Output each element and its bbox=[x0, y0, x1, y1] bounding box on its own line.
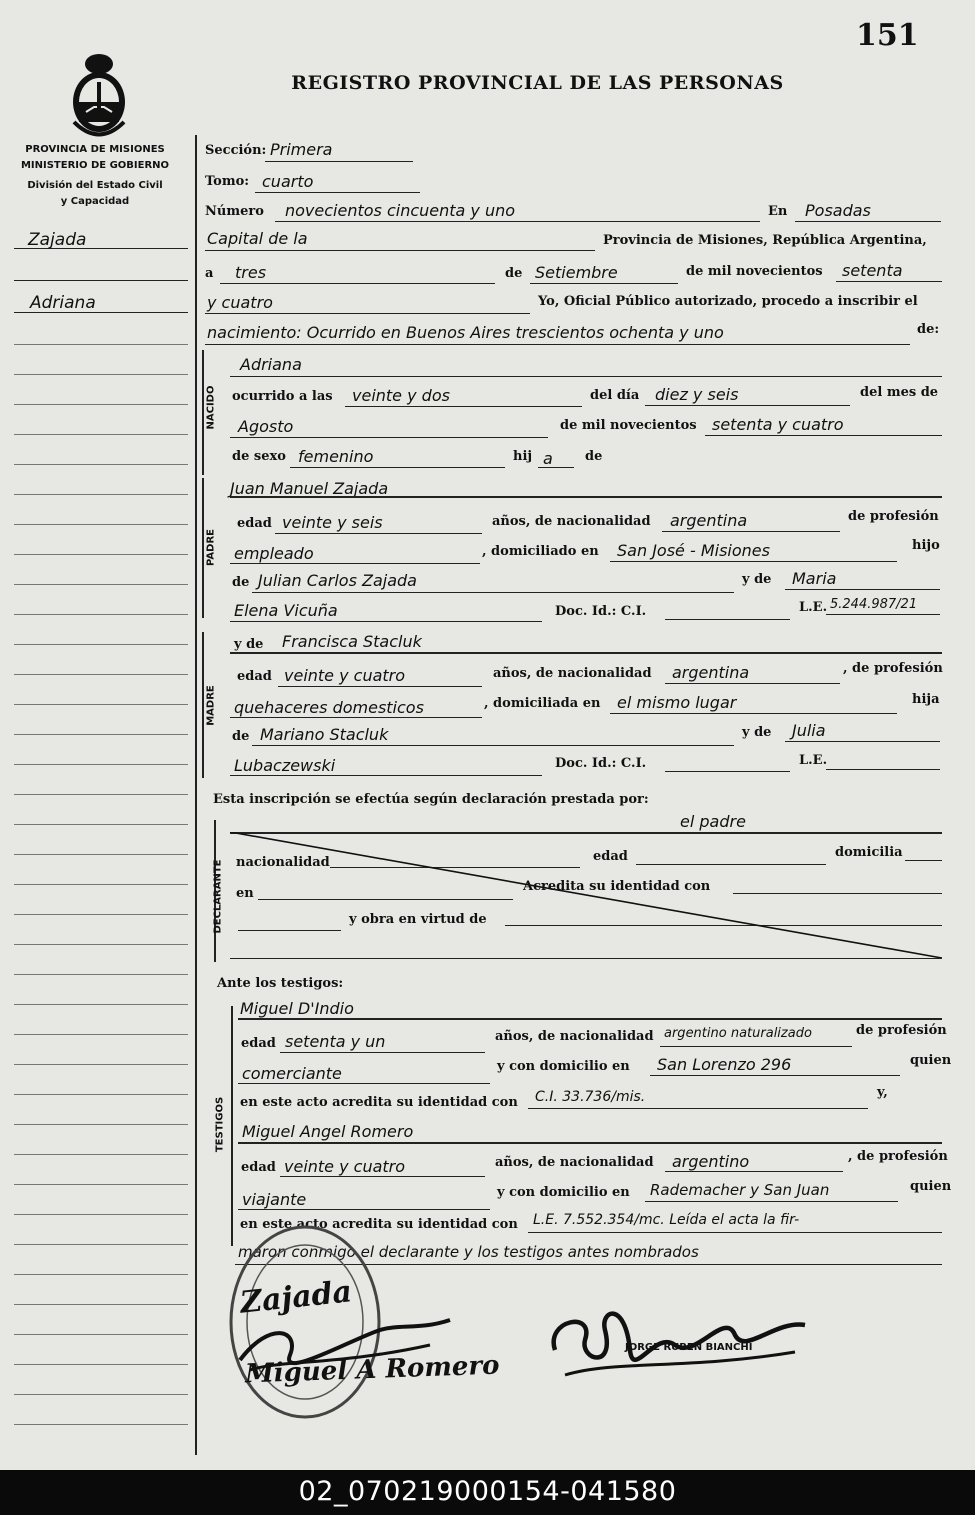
padre-madre-de-value: Maria bbox=[792, 569, 837, 588]
madre-bracket bbox=[202, 632, 204, 778]
w2-profesion-value: viajante bbox=[242, 1190, 307, 1209]
padre-le-label: L.E. bbox=[799, 600, 828, 615]
madre-madre-de-value: Julia bbox=[792, 721, 826, 740]
w2-quien-label: quien bbox=[910, 1179, 952, 1194]
madre-edad-value: veinte y cuatro bbox=[284, 666, 406, 685]
de-label: de bbox=[505, 266, 523, 281]
ocurrido-label: ocurrido a las bbox=[232, 389, 333, 404]
declarante-en-label: en bbox=[236, 886, 254, 901]
de-colon: de: bbox=[917, 322, 940, 337]
declarante-value: el padre bbox=[680, 812, 746, 831]
de-mil-label-2: de mil novecientos bbox=[560, 418, 697, 433]
padre-y-de-label: y de bbox=[742, 572, 772, 587]
padre-padre-de-value: Julian Carlos Zajada bbox=[258, 571, 417, 590]
page-number: 151 bbox=[856, 18, 919, 53]
w2-acredita-value: L.E. 7.552.354/mc. Leída el acta la fir- bbox=[533, 1212, 800, 1228]
hij-value: a bbox=[543, 449, 553, 468]
w1-anios-label: años, de nacionalidad bbox=[495, 1029, 654, 1044]
hora-value: veinte y dos bbox=[352, 386, 450, 405]
padre-le-value: 5.244.987/21 bbox=[830, 597, 918, 612]
padre-label: PADRE bbox=[205, 529, 217, 566]
declarante-nacionalidad-label: nacionalidad bbox=[236, 855, 330, 870]
w2-name: Miguel Angel Romero bbox=[242, 1122, 414, 1141]
numero-label: Número bbox=[205, 204, 264, 219]
madre-madre-de-value-2: Lubaczewski bbox=[234, 756, 336, 775]
capital-value: Capital de la bbox=[207, 229, 308, 248]
scan-footer bbox=[0, 1470, 975, 1515]
padre-edad-label: edad bbox=[237, 516, 272, 531]
declarante-intro: Esta inscripción se efectúa según declaración prestada por: bbox=[213, 792, 649, 807]
padre-hijo-label: hijo bbox=[912, 538, 940, 553]
declarante-edad-label: edad bbox=[593, 849, 628, 864]
signature-witness-2: Miguel A Romero bbox=[244, 1350, 500, 1390]
tomo-label: Tomo: bbox=[205, 174, 250, 189]
padre-madre-de-value-2: Elena Vicuña bbox=[234, 601, 338, 620]
issuer-division: División del Estado Civil bbox=[27, 180, 163, 191]
madre-hija-label: hija bbox=[912, 692, 940, 707]
madre-de-label: de bbox=[232, 729, 250, 744]
en-value: Posadas bbox=[805, 201, 871, 220]
padre-anios-label: años, de nacionalidad bbox=[492, 514, 651, 529]
oficial-text: Yo, Oficial Público autorizado, procedo a inscribir el bbox=[538, 294, 918, 309]
madre-profesion-value: quehaceres domesticos bbox=[234, 698, 424, 717]
testigos-intro: Ante los testigos: bbox=[217, 976, 344, 991]
w1-quien-label: quien bbox=[910, 1053, 952, 1068]
margin-surname: Zajada bbox=[28, 230, 87, 250]
issuer-province: PROVINCIA DE MISIONES bbox=[25, 144, 165, 155]
margin-given-name: Adriana bbox=[30, 293, 96, 313]
w2-domicilio-label: y con domicilio en bbox=[497, 1185, 630, 1200]
anio-value: setenta y cuatro bbox=[712, 415, 844, 434]
padre-domiciliado-label: , domiciliado en bbox=[482, 544, 599, 559]
padre-bracket bbox=[202, 478, 204, 618]
madre-domicilio-value: el mismo lugar bbox=[617, 693, 737, 712]
declarante-obra-label: y obra en virtud de bbox=[349, 912, 487, 927]
madre-y-de-label: y de bbox=[234, 637, 264, 652]
nacido-bracket bbox=[202, 350, 204, 475]
w1-domicilio-label: y con domicilio en bbox=[497, 1059, 630, 1074]
padre-profesion-value: empleado bbox=[234, 544, 314, 563]
year-value: setenta bbox=[842, 261, 903, 280]
signature-declarante: Zajada bbox=[238, 1274, 354, 1321]
margin-separator bbox=[195, 135, 197, 1455]
del-dia-label: del día bbox=[590, 388, 640, 403]
dia-value: diez y seis bbox=[655, 385, 739, 404]
a-label: a bbox=[205, 266, 214, 281]
declarante-strikeout bbox=[230, 832, 942, 958]
w1-edad-value: setenta y un bbox=[285, 1032, 386, 1051]
declarante-acredita-label: Acredita su identidad con bbox=[523, 879, 711, 894]
issuer-ministry: MINISTERIO DE GOBIERNO bbox=[20, 160, 170, 171]
de-mil-label: de mil novecientos bbox=[686, 264, 823, 279]
del-mes-label: del mes de bbox=[860, 385, 939, 400]
nacido-name: Adriana bbox=[240, 355, 302, 374]
madre-profesion-label: , de profesión bbox=[843, 661, 943, 676]
coat-of-arms-icon bbox=[66, 52, 132, 138]
madre-anios-label: años, de nacionalidad bbox=[493, 666, 652, 681]
sexo-label: de sexo bbox=[232, 449, 286, 464]
w1-profesion-value: comerciante bbox=[242, 1064, 342, 1083]
a-value: tres bbox=[235, 263, 267, 282]
nacido-label: NACIDO bbox=[205, 385, 217, 430]
madre-name: Francisca Stacluk bbox=[282, 632, 422, 651]
document-title: REGISTRO PROVINCIAL DE LAS PERSONAS bbox=[291, 72, 784, 94]
w2-edad-value: veinte y cuatro bbox=[284, 1157, 406, 1176]
madre-domiciliada-label: , domiciliada en bbox=[484, 696, 601, 711]
padre-de-label: de bbox=[232, 575, 250, 590]
w1-nacionalidad-value: argentino naturalizado bbox=[664, 1026, 812, 1041]
w2-nacionalidad-value: argentino bbox=[672, 1152, 750, 1171]
padre-domicilio-value: San José - Misiones bbox=[617, 541, 770, 560]
madre-y-de2-label: y de bbox=[742, 725, 772, 740]
w1-acredita-value: C.I. 33.736/mis. bbox=[535, 1089, 646, 1105]
hij-label: hij bbox=[513, 449, 533, 464]
madre-edad-label: edad bbox=[237, 669, 272, 684]
en-label: En bbox=[768, 204, 788, 219]
madre-le-label: L.E. bbox=[799, 753, 828, 768]
month-value: Setiembre bbox=[535, 263, 618, 282]
w1-profesion-label: de profesión bbox=[856, 1023, 947, 1038]
numero-value: novecientos cincuenta y uno bbox=[285, 201, 516, 220]
de-label-nacido: de bbox=[585, 449, 603, 464]
declarante-label: DECLARANTE bbox=[212, 859, 224, 934]
w2-edad-label: edad bbox=[241, 1160, 276, 1175]
w1-acredita-label: en este acto acredita su identidad con bbox=[240, 1095, 518, 1110]
w1-edad-label: edad bbox=[241, 1036, 276, 1051]
padre-doc-label: Doc. Id.: C.I. bbox=[555, 604, 647, 619]
madre-padre-de-value: Mariano Stacluk bbox=[260, 725, 389, 744]
w2-profesion-label: , de profesión bbox=[848, 1149, 948, 1164]
padre-name: Juan Manuel Zajada bbox=[230, 479, 389, 498]
testigos-bracket bbox=[231, 1006, 233, 1246]
w2-anios-label: años, de nacionalidad bbox=[495, 1155, 654, 1170]
closing-value: maron conmigo el declarante y los testigos antes nombrados bbox=[238, 1243, 699, 1261]
madre-doc-label: Doc. Id.: C.I. bbox=[555, 756, 647, 771]
madre-nacionalidad-value: argentina bbox=[672, 663, 750, 682]
year-value-2: y cuatro bbox=[207, 293, 273, 312]
declarante-domicilia-label: domicilia bbox=[835, 845, 903, 860]
sexo-value: femenino bbox=[298, 447, 374, 466]
inscribe-value: nacimiento: Ocurrido en Buenos Aires trescientos ochenta y uno bbox=[207, 323, 724, 342]
scan-id: 02_070219000154-041580 bbox=[298, 1476, 677, 1507]
padre-nacionalidad-value: argentina bbox=[670, 511, 748, 530]
padre-edad-value: veinte y seis bbox=[282, 513, 383, 532]
seccion-label: Sección: bbox=[205, 143, 267, 158]
w1-name: Miguel D'Indio bbox=[240, 999, 354, 1018]
official-stamp-text: JORGE RUBEN BIANCHI bbox=[625, 1342, 753, 1353]
mes-value: Agosto bbox=[238, 417, 294, 436]
tomo-value: cuarto bbox=[262, 172, 314, 191]
w2-acredita-label: en este acto acredita su identidad con bbox=[240, 1217, 518, 1232]
w1-y-label: y, bbox=[877, 1085, 888, 1100]
provincia-text: Provincia de Misiones, República Argentina, bbox=[603, 233, 927, 248]
testigos-label: TESTIGOS bbox=[214, 1096, 226, 1153]
seccion-value: Primera bbox=[270, 140, 333, 159]
issuer-capacity: y Capacidad bbox=[60, 196, 130, 207]
madre-label: MADRE bbox=[205, 685, 217, 726]
w1-domicilio-value: San Lorenzo 296 bbox=[657, 1055, 792, 1074]
padre-profesion-label: de profesión bbox=[848, 509, 939, 524]
w2-domicilio-value: Rademacher y San Juan bbox=[650, 1181, 830, 1199]
